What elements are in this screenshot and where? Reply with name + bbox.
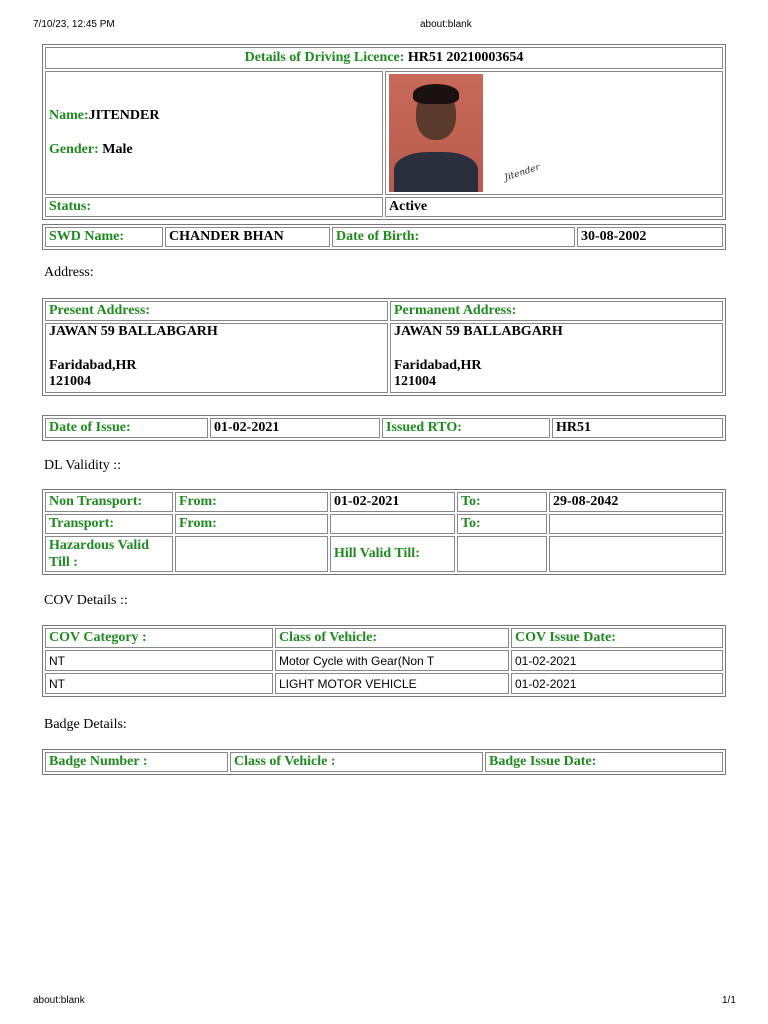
non-transport-to-value: 29-08-2042: [549, 492, 723, 512]
badge-table: [42, 749, 726, 775]
person-cell: [45, 71, 383, 195]
non-transport-label: Non Transport:: [45, 492, 173, 512]
holder-photo: [389, 74, 483, 192]
badge-header-class: Class of Vehicle :: [230, 752, 483, 772]
cov-section-title: COV Details ::: [44, 593, 128, 608]
present-address-value: [45, 323, 388, 393]
permanent-address-line1: JAWAN 59 BALLABGARH: [394, 324, 563, 339]
licence-details-table: [42, 44, 726, 220]
gender-label: Gender:: [49, 142, 99, 157]
non-transport-from-value: 01-02-2021: [330, 492, 455, 512]
hill-value: [457, 536, 547, 572]
swd-dob-table: [42, 224, 726, 250]
validity-table: [42, 489, 726, 575]
cov-row2-category: NT: [45, 673, 273, 694]
transport-to-value: [549, 514, 723, 534]
status-label: Status:: [45, 197, 383, 217]
validity-empty-cell: [549, 536, 723, 572]
table-row: [45, 650, 723, 671]
hill-label: Hill Valid Till:: [330, 536, 455, 572]
address-table: [42, 298, 726, 396]
transport-label: Transport:: [45, 514, 173, 534]
gender-value: Male: [102, 142, 133, 157]
cov-row1-date: 01-02-2021: [511, 650, 723, 671]
status-value: Active: [385, 197, 723, 217]
issued-rto-label: Issued RTO:: [382, 418, 550, 438]
dob-label: Date of Birth:: [332, 227, 575, 247]
issued-rto-value: HR51: [552, 418, 723, 438]
swd-label: SWD Name:: [45, 227, 163, 247]
hazardous-value: [175, 536, 328, 572]
cov-row1-class: Motor Cycle with Gear(Non T: [275, 650, 509, 671]
cov-header-category: COV Category :: [45, 628, 273, 648]
transport-from-label: From:: [175, 514, 328, 534]
cov-header-date: COV Issue Date:: [511, 628, 723, 648]
cov-table: [42, 625, 726, 697]
print-datetime: 7/10/23, 12:45 PM: [33, 19, 115, 30]
badge-header-number: Badge Number :: [45, 752, 228, 772]
dob-value: 30-08-2002: [577, 227, 723, 247]
cov-row2-date: 01-02-2021: [511, 673, 723, 694]
present-address-label: Present Address:: [45, 301, 388, 321]
issue-date-value: 01-02-2021: [210, 418, 380, 438]
print-page-title: about:blank: [420, 19, 472, 30]
permanent-address-pin: 121004: [394, 374, 436, 389]
badge-section-title: Badge Details:: [44, 717, 127, 732]
present-address-pin: 121004: [49, 374, 91, 389]
transport-from-value: [330, 514, 455, 534]
licence-number: HR51 20210003654: [407, 50, 524, 65]
print-page-count: 1/1: [722, 995, 736, 1006]
name-label: Name:: [49, 108, 89, 123]
present-address-line1: JAWAN 59 BALLABGARH: [49, 324, 218, 339]
hazardous-label: Hazardous Valid Till :: [45, 536, 173, 572]
badge-header-date: Badge Issue Date:: [485, 752, 723, 772]
permanent-address-city: Faridabad,HR: [394, 358, 482, 373]
cov-header-class: Class of Vehicle:: [275, 628, 509, 648]
validity-section-title: DL Validity ::: [44, 458, 121, 473]
non-transport-from-label: From:: [175, 492, 328, 512]
photo-cell: [385, 71, 723, 195]
swd-value: CHANDER BHAN: [165, 227, 330, 247]
name-value: JITENDER: [88, 108, 160, 123]
permanent-address-label: Permanent Address:: [390, 301, 723, 321]
cov-row2-class: LIGHT MOTOR VEHICLE: [275, 673, 509, 694]
licence-title-label: Details of Driving Licence:: [244, 50, 405, 65]
address-section-title: Address:: [44, 265, 94, 280]
issue-table: [42, 415, 726, 441]
print-footer-url: about:blank: [33, 995, 85, 1006]
licence-title-cell: [45, 47, 723, 69]
present-address-city: Faridabad,HR: [49, 358, 137, 373]
holder-signature: Jitender: [503, 162, 542, 184]
table-row: [45, 673, 723, 694]
non-transport-to-label: To:: [457, 492, 547, 512]
transport-to-label: To:: [457, 514, 547, 534]
permanent-address-value: [390, 323, 723, 393]
cov-row1-category: NT: [45, 650, 273, 671]
issue-date-label: Date of Issue:: [45, 418, 208, 438]
